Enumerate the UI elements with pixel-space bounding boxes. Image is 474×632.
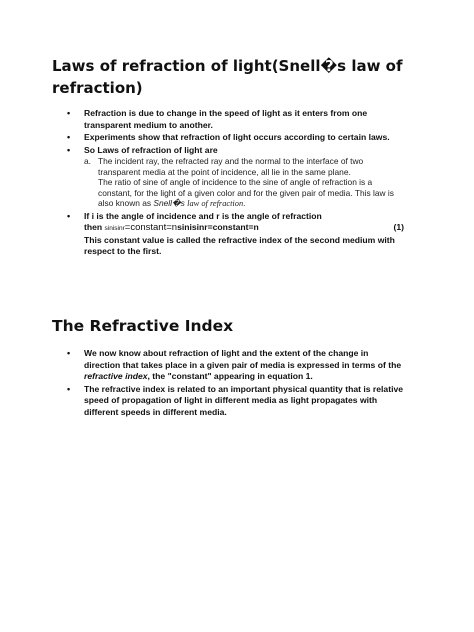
list-item — [0, 348, 404, 383]
sub-text-law-two-body: The ratio of sine of angle of incidence to the sine of angle of refraction is a constant, for the light of a given color and for the given pair of media. This law is also known as — [98, 177, 394, 208]
equation-bold: sinisinr=constant=n — [177, 222, 259, 232]
sub-text-law-two — [98, 177, 398, 210]
bullet-text: The refractive index is related to an important physical quantity that is relative speed of propagation of light in different media as light propagates with different speeds in different media. — [84, 383, 404, 417]
bullet-text: Refraction is due to change in the speed of light as it enters from one transparent medium to another. — [84, 108, 368, 130]
sub-list-item — [84, 156, 398, 210]
refractive-index-term: refractive index — [84, 371, 148, 381]
list-item — [0, 108, 404, 131]
bullet-icon: • — [67, 348, 71, 358]
bullet-icon: • — [67, 210, 71, 221]
then-text: then — [84, 222, 103, 232]
bullet-text-tail: , the "constant" appearing in equation 1. — [147, 371, 313, 381]
bullet-list-refractive-index — [0, 348, 404, 418]
list-item — [0, 384, 404, 419]
equation-number: (1) — [393, 222, 404, 232]
snell-name: Snell�s — [153, 198, 185, 208]
section-title-laws-of-refraction: Laws of refraction of light(Snell�s law of refraction) — [52, 57, 403, 97]
bullet-icon: • — [67, 144, 71, 155]
sub-list-marker: a. — [84, 156, 91, 166]
sub-period: . — [243, 198, 246, 208]
bullet-icon: • — [67, 108, 71, 118]
bullet-text: If i is the angle of incidence and r is the angle of refraction — [84, 210, 322, 221]
bullet-icon: • — [67, 383, 71, 394]
bullet-text: We now know about refraction of light and the extent of the change in direction that takes place in a given pair of media is expressed in terms of the — [84, 348, 402, 370]
section-title-refractive-index: The Refractive Index — [52, 317, 234, 335]
equation-medium: =constant=n — [124, 222, 178, 233]
equation-small: sinisinr — [104, 225, 125, 232]
list-item — [0, 145, 404, 210]
bullet-text: So Laws of refraction of light are — [84, 144, 218, 155]
bullet-icon: • — [67, 132, 71, 142]
bullet-list-laws — [0, 108, 404, 258]
sub-text-law-one: The incident ray, the refracted ray and the normal to the interface of two transparent media at the point of incidence, all lie in the same plane. — [98, 156, 364, 177]
law-of-refraction-text: law of refraction — [187, 199, 244, 208]
list-item — [0, 211, 404, 258]
equation-row — [84, 222, 404, 235]
refractive-constant-text: This constant value is called the refractive index of the second medium with respect to the first. — [84, 234, 395, 256]
list-item — [0, 132, 404, 144]
bullet-text: Experiments show that refraction of light occurs according to certain laws. — [84, 132, 390, 142]
